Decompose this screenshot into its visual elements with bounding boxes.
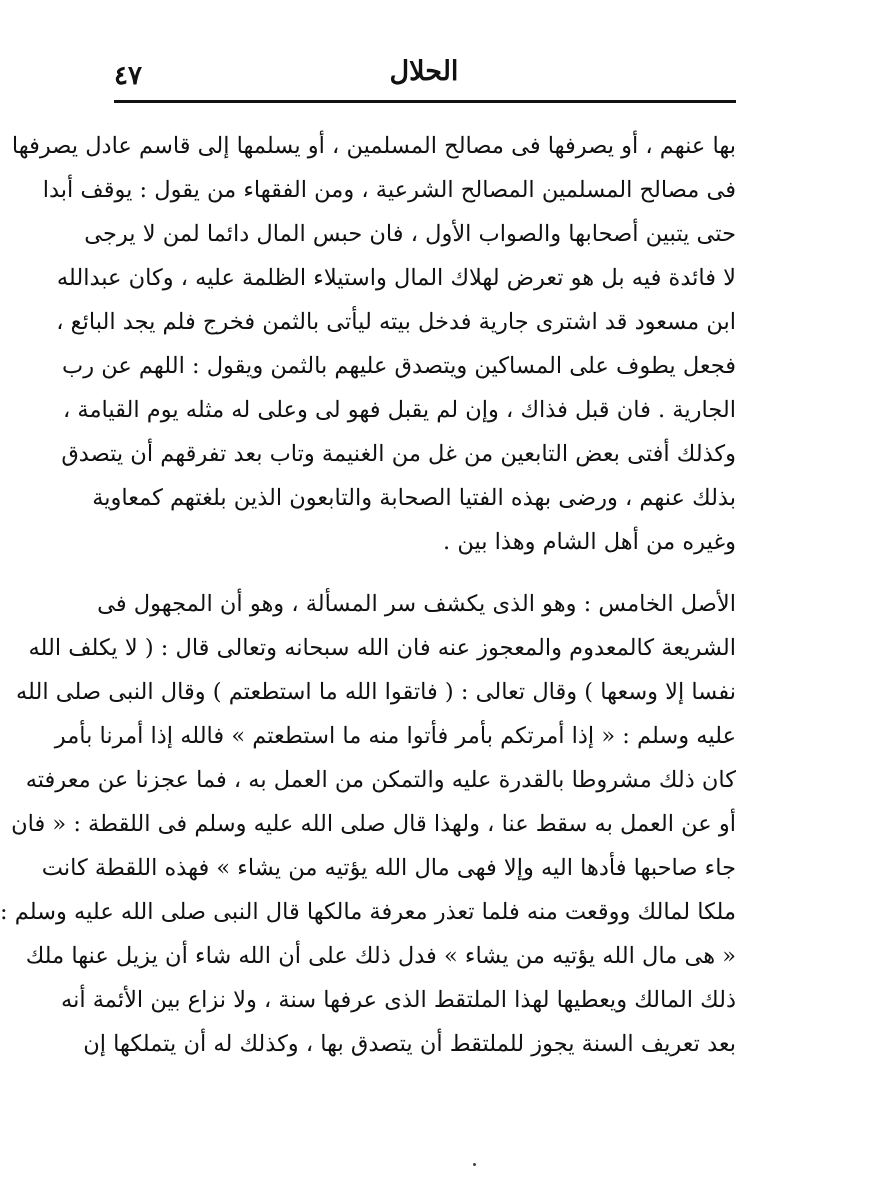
text-line: الجارية . فان قبل فذاك ، وإن لم يقبل فهو لى وعلى له مثله يوم القيامة ، xyxy=(62,397,736,423)
text-line: ابن مسعود قد اشترى جارية فدخل بيته ليأتى بالثمن فخرج فلم يجد البائع ، xyxy=(56,309,736,335)
text-line: وغيره من أهل الشام وهذا بين . xyxy=(443,529,736,555)
text-line: الأصل الخامس : وهو الذى يكشف سر المسألة ، وهو أن المجهول فى xyxy=(97,591,736,617)
text-line: كان ذلك مشروطا بالقدرة عليه والتمكن من العمل به ، فما عجزنا عن معرفته xyxy=(25,767,736,793)
print-mark xyxy=(473,1163,476,1166)
text-line: وكذلك أفتى بعض التابعين من غل من الغنيمة وتاب بعد تفرقهم أن يتصدق xyxy=(61,441,736,467)
text-line: لا فائدة فيه بل هو تعرض لهلاك المال واستيلاء الظلمة عليه ، وكان عبدالله xyxy=(56,265,736,291)
text-line: عليه وسلم : « إذا أمرتكم بأمر فأتوا منه ما استطعتم » فالله إذا أمرنا بأمر xyxy=(54,723,736,749)
text-line: نفسا إلا وسعها ) وقال تعالى : ( فاتقوا الله ما استطعتم ) وقال النبى صلى الله xyxy=(15,679,736,705)
text-line: الشريعة كالمعدوم والمعجوز عنه فان الله سبحانه وتعالى قال : ( لا يكلف الله xyxy=(28,635,736,661)
text-line: « هى مال الله يؤتيه من يشاء » فدل ذلك على أن الله شاء أن يزيل عنها ملك xyxy=(25,943,736,969)
text-line: فجعل يطوف على المساكين ويتصدق عليهم بالثمن ويقول : اللهم عن رب xyxy=(62,353,736,379)
text-line: ذلك المالك ويعطيها لهذا الملتقط الذى عرفها سنة ، ولا نزاع بين الأئمة أنه xyxy=(61,987,736,1013)
text-line: بعد تعريف السنة يجوز للملتقط أن يتصدق بها ، وكذلك له أن يتملكها إن xyxy=(83,1031,736,1057)
page-header xyxy=(114,44,734,94)
page-number: ٤٧ xyxy=(114,61,142,91)
text-line: بها عنهم ، أو يصرفها فى مصالح المسلمين ، أو يسلمها إلى قاسم عادل يصرفها xyxy=(11,133,736,159)
text-line: جاء صاحبها فأدها اليه وإلا فهى مال الله يؤتيه من يشاء » فهذه اللقطة كانت xyxy=(41,855,736,881)
page-title: الحلال xyxy=(389,56,459,87)
text-line: فى مصالح المسلمين المصالح الشرعية ، ومن الفقهاء من يقول : يوقف أبدا xyxy=(42,177,736,203)
text-line: ملكا لمالك ووقعت منه فلما تعذر معرفة مالكها قال النبى صلى الله عليه وسلم : xyxy=(0,899,736,925)
text-line: أو عن العمل به سقط عنا ، ولهذا قال صلى الله عليه وسلم فى اللقطة : « فان xyxy=(11,811,736,837)
header-rule xyxy=(114,100,736,103)
text-line: بذلك عنهم ، ورضى بهذه الفتيا الصحابة والتابعون الذين بلغتهم كمعاوية xyxy=(92,485,736,511)
text-line: حتى يتبين أصحابها والصواب الأول ، فان حبس المال دائما لمن لا يرجى xyxy=(84,221,736,247)
